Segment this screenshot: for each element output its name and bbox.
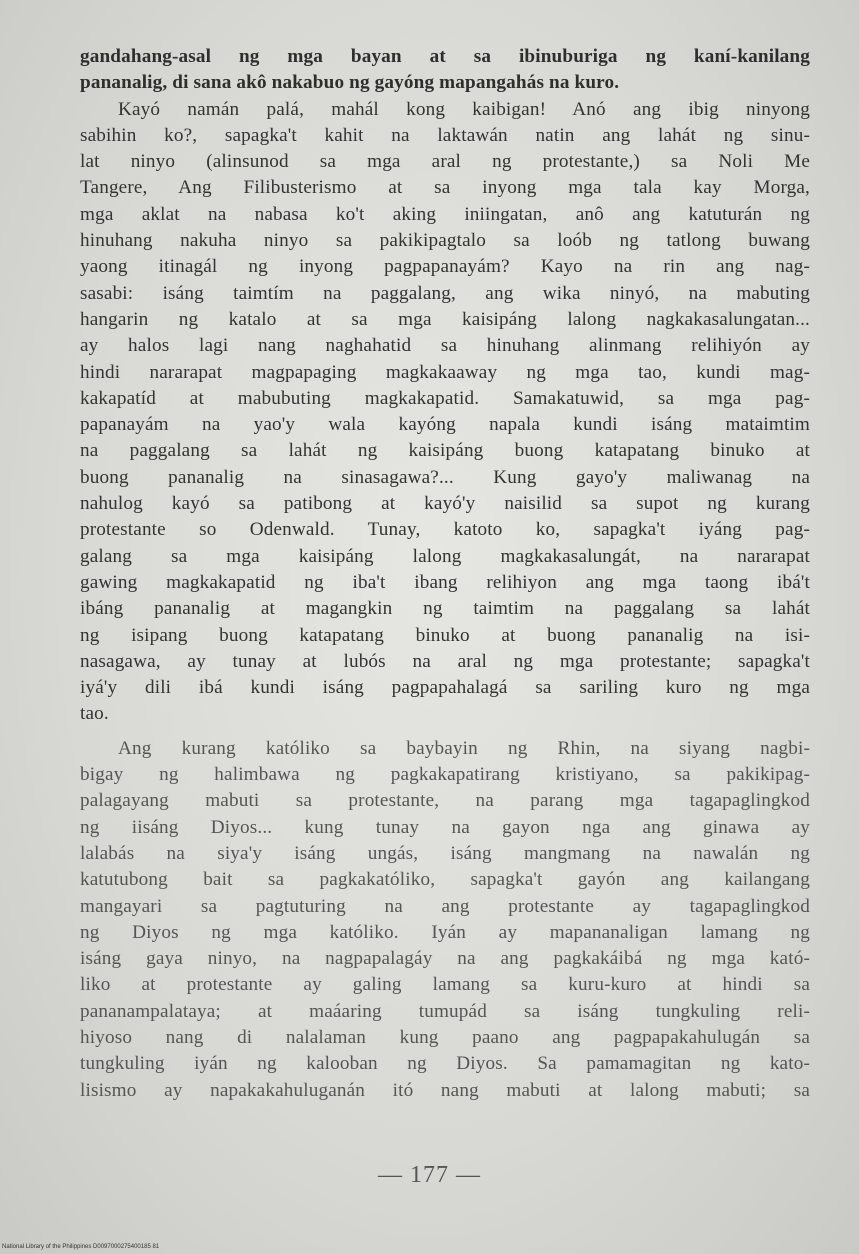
text-line: pananampalataya; at maáaring tumupád sa isáng tungkuling reli- [80, 1000, 810, 1022]
text-line: lat ninyo (alinsunod sa mga aral ng protestante,) sa Noli Me [80, 151, 810, 173]
text-line: mga aklat na nabasa ko't aking iniingatan, anô ang katuturán ng [80, 203, 810, 225]
text-line: nasagawa, ay tunay at lubós na aral ng mga protestante; sapagka't [80, 650, 810, 672]
text-line: Tangere, Ang Filibusterismo at sa inyong mga tala kay Morga, [80, 177, 810, 199]
text-line: kakapatíd at mabubuting magkakapatid. Samakatuwid, sa mga pag- [80, 387, 810, 409]
text-line: liko at protestante ay galing lamang sa kuru-kuro at hindi sa [80, 974, 810, 996]
text-line: sabihin ko?, sapagka't kahit na laktawán natin ang lahát ng sinu- [80, 124, 810, 146]
text-line: gawing magkakapatid ng iba't ibang relihiyon ang mga taong ibá't [80, 571, 810, 593]
text-line: lalabás na siya'y isáng ungás, isáng mangmang na nawalán ng [80, 842, 810, 864]
text-line: tao. [80, 703, 109, 725]
text-line: palagayang mabuti sa protestante, na parang mga tagapaglingkod [80, 790, 810, 812]
text-line: papanayám na yao'y wala kayóng napala kundi isáng mataimtim [80, 414, 810, 436]
page-number: — 177 — [378, 1162, 481, 1188]
text-line: iyá'y dili ibá kundi isáng pagpapahalagá sa sariling kuro ng mga [80, 677, 810, 699]
text-line: galang sa mga kaisipáng lalong magkakasalungát, na nararapat [80, 545, 810, 567]
text-line: Kayó namán palá, mahál kong kaibigan! Anó ang ibig ninyong [118, 98, 810, 120]
text-line: sasabi: isáng taimtím na paggalang, ang wika ninyó, na mabuting [80, 282, 810, 304]
paragraph-2 [80, 97, 810, 728]
text-line: hinuhang nakuha ninyo sa pakikipagtalo sa loób ng tatlong buwang [80, 230, 810, 252]
text-line: gandahang-asal ng mga bayan at sa ibinuburiga ng kaní-kanilang [80, 46, 810, 67]
text-line: hindi nararapat magpapaging magkakaaway ng mga tao, kundi mag- [80, 361, 810, 383]
text-line: ng iisáng Diyos... kung tunay na gayon nga ang ginawa ay [80, 816, 810, 838]
text-line: tungkuling iyán ng kalooban ng Diyos. Sa pamamagitan ng kato- [80, 1053, 810, 1075]
text-line: ng Diyos ng mga katóliko. Iyán ay mapananaligan lamang ng [80, 921, 810, 943]
text-line: hiyoso nang di nalalaman kung paano ang pagpapakahulugán sa [80, 1026, 810, 1048]
text-line: yaong itinagál ng inyong pagpapanayám? Kayo na rin ang nag- [80, 256, 810, 278]
text-line: hangarin ng katalo at sa mga kaisipáng lalong nagkakasalungatan... [80, 308, 810, 330]
footer-credit: National Library of the Philippines D0097000275400185 81 [2, 1244, 160, 1250]
body-text [80, 44, 810, 1104]
paragraph-gap [80, 728, 810, 736]
text-line: nahulog kayó sa patibong at kayó'y naisilid sa supot ng kurang [80, 493, 810, 515]
text-line: ay halos lagi nang naghahatid sa hinuhang alinmang relihiyón ay [80, 335, 810, 357]
text-line: protestante so Odenwald. Tunay, katoto ko, sapagka't iyáng pag- [80, 519, 810, 541]
text-line: pananalig, di sana akô nakabuo ng gayóng mapangahás na kuro. [80, 72, 620, 94]
text-line: katutubong bait sa pagkakatóliko, sapagka't gayón ang kailangang [80, 869, 810, 891]
text-line: ng isipang buong katapatang binuko at buong pananalig na isi- [80, 624, 810, 646]
text-line: buong pananalig na sinasagawa?... Kung gayo'y maliwanag na [80, 466, 810, 488]
text-line: ibáng pananalig at magangkin ng taimtim na paggalang sa lahát [80, 598, 810, 620]
text-line: bigay ng halimbawa ng pagkakapatirang kristiyano, sa pakikipag- [80, 764, 810, 786]
text-line: Ang kurang katóliko sa baybayin ng Rhin, na siyang nagbi- [118, 737, 810, 759]
paragraph-3 [80, 736, 810, 1104]
text-line: lisismo ay napakakahuluganán itó nang mabuti at lalong mabuti; sa [80, 1079, 810, 1101]
text-line: na paggalang sa lahát ng kaisipáng buong katapatang binuko at [80, 440, 810, 462]
text-line: mangayari sa pagtuturing na ang protestante ay tagapaglingkod [80, 895, 810, 917]
text-line: isáng gaya ninyo, na nagpapalagáy na ang pagkakáibá ng mga kató- [80, 948, 810, 970]
paragraph-1 [80, 44, 810, 97]
